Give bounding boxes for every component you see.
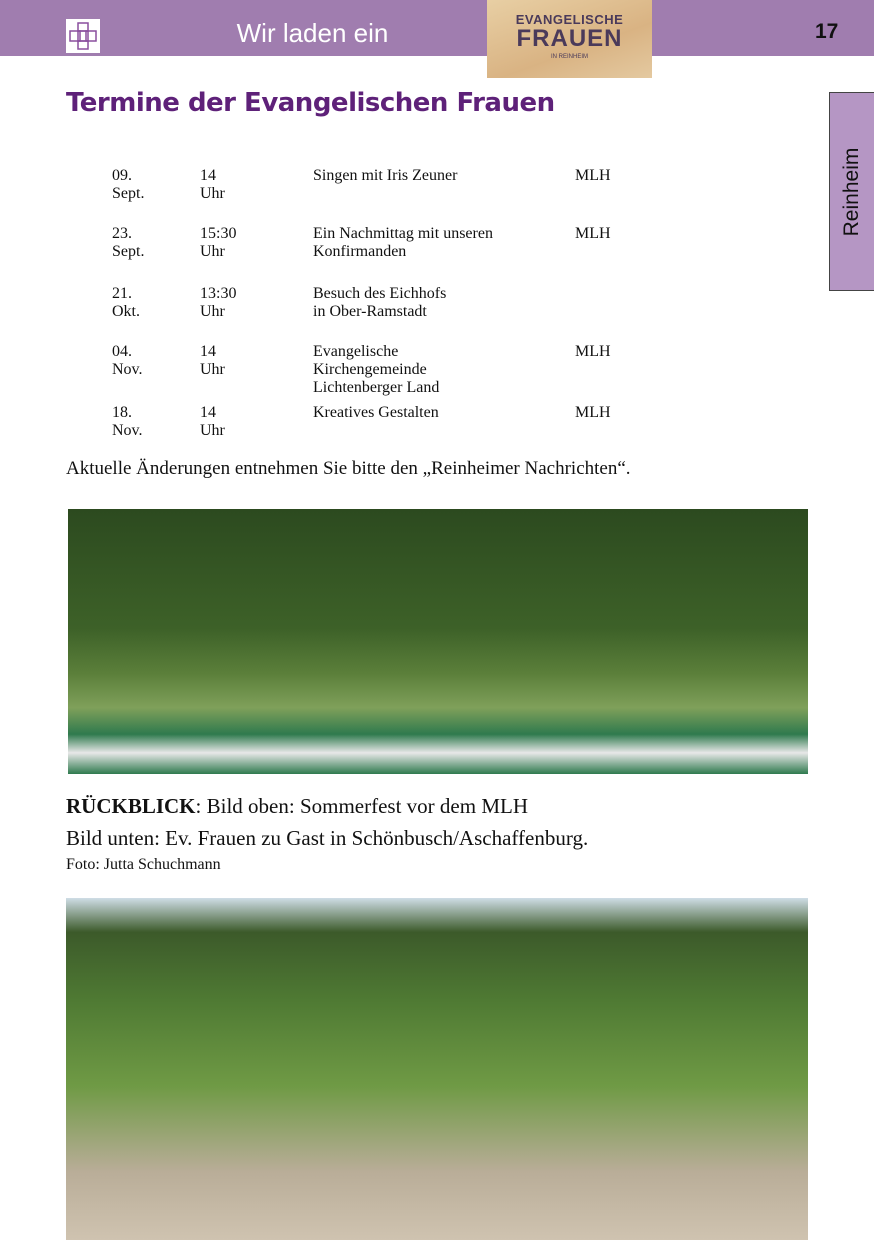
photo-credit: Foto: Jutta Schuchmann: [66, 856, 221, 873]
side-tab-label: Reinheim: [840, 147, 863, 236]
page-number: 17: [815, 20, 839, 43]
photo-caption: [66, 790, 588, 854]
event-title: Besuch des Eichhofs in Ober-Ramstadt: [313, 285, 447, 320]
event-time: 14 Uhr: [200, 404, 225, 439]
event-date: 09. Sept.: [112, 167, 145, 202]
page-heading: Termine der Evangelischen Frauen: [66, 88, 555, 118]
section-title: Wir laden ein: [236, 18, 389, 48]
caption-line-1: : Bild oben: Sommerfest vor dem MLH: [195, 794, 528, 818]
changes-note: Aktuelle Änderungen entnehmen Sie bitte den „Reinheimer Nachrichten“.: [66, 458, 631, 479]
event-date: 04. Nov.: [112, 343, 143, 378]
event-time: 13:30 Uhr: [200, 285, 237, 320]
event-time: 14 Uhr: [200, 167, 225, 202]
evangelische-frauen-logo: [487, 0, 652, 78]
logo-line-3: IN REINHEIM: [550, 54, 588, 60]
event-date: 18. Nov.: [112, 404, 143, 439]
event-date: 23. Sept.: [112, 225, 145, 260]
event-place: MLH: [575, 225, 611, 242]
event-time: 14 Uhr: [200, 343, 225, 378]
event-place: MLH: [575, 404, 611, 421]
logo-line-2: FRAUEN: [516, 25, 623, 52]
caption-bold: RÜCKBLICK: [66, 794, 196, 818]
church-cross-logo-icon: [66, 19, 100, 53]
photo-sommerfest: [68, 509, 808, 774]
photo-schoenbusch: [66, 898, 808, 1240]
event-title: Ein Nachmittag mit unseren Konfirmanden: [313, 225, 493, 260]
event-date: 21. Okt.: [112, 285, 140, 320]
event-time: 15:30 Uhr: [200, 225, 237, 260]
event-title: Kreatives Gestalten: [313, 404, 439, 421]
event-title: Singen mit Iris Zeuner: [313, 167, 458, 184]
logo-line-1: EVANGELISCHE: [515, 12, 624, 27]
event-title: Evangelische Kirchengemeinde Lichtenberger Land: [313, 343, 440, 396]
event-place: MLH: [575, 167, 611, 184]
header-bar: [0, 0, 874, 56]
side-tab: [829, 92, 874, 291]
event-place: MLH: [575, 343, 611, 360]
caption-line-2: Bild unten: Ev. Frauen zu Gast in Schönbusch/Aschaffenburg.: [66, 826, 589, 850]
